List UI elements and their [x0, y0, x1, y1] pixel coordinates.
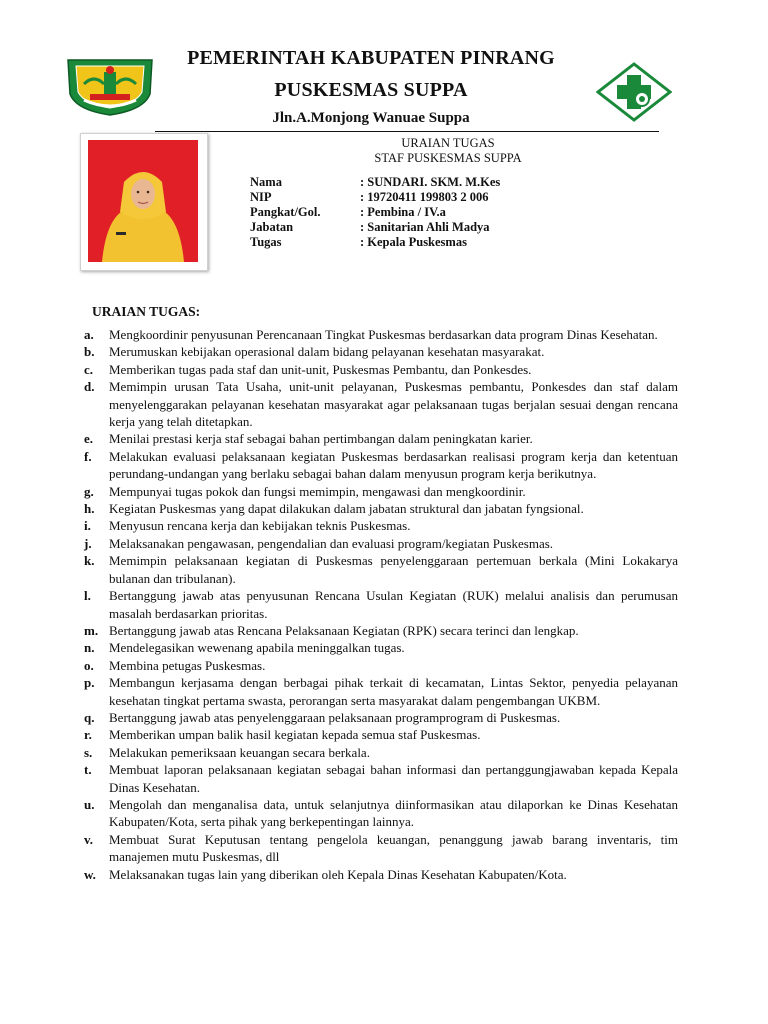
list-item-text: Menyusun rencana kerja dan kebijakan teknis Puskesmas. — [109, 518, 411, 534]
list-item-letter: l. — [84, 588, 91, 604]
profile-row-tugas — [250, 235, 500, 250]
list-item-text: Melaksanakan tugas lain yang diberikan oleh Kepala Dinas Kesehatan Kabupaten/Kota. — [109, 866, 567, 882]
list-item — [84, 657, 678, 674]
list-item-text: Bertanggung jawab atas Rencana Pelaksanaan Kegiatan (RPK) secara terinci dan lengkap. — [109, 622, 579, 638]
list-item — [84, 483, 678, 500]
list-item-text: Menilai prestasi kerja staf sebagai bahan pertimbangan dalam peningkatan karier. — [109, 431, 533, 447]
duties-heading: URAIAN TUGAS: — [92, 304, 201, 319]
profile-row-jabatan — [250, 220, 500, 235]
list-item-letter: j. — [84, 535, 92, 551]
jabatan-label: Jabatan — [250, 220, 294, 234]
list-item — [84, 674, 678, 709]
nama-label: Nama — [250, 175, 282, 189]
list-item-letter: k. — [84, 553, 95, 569]
list-item-text: Kegiatan Puskesmas yang dapat dilakukan dalam jabatan struktural dan jabatan fyngsional. — [109, 501, 584, 517]
list-item-text: Melaksanakan pengawasan, pengendalian dan evaluasi program/kegiatan Puskesmas. — [109, 535, 554, 551]
list-item — [84, 500, 678, 517]
list-item-text: Bertanggung jawab atas penyusunan Rencana Usulan Kegiatan (RUK) melalui analisis dan perumusan masalah berdasarkan prioritas. — [109, 588, 678, 621]
list-item-letter: s. — [84, 744, 93, 760]
list-item-text: Memberikan umpan balik hasil kegiatan kepada semua staf Puskesmas. — [109, 727, 481, 743]
list-item-text: Memimpin pelaksanaan kegiatan di Puskesmas penyelenggaraan pertemuan berkala (Mini Lokakarya bulanan dan tribulanan). — [109, 553, 678, 586]
tugas-value: : Kepala Puskesmas — [360, 235, 467, 249]
list-item-letter: g. — [84, 483, 94, 499]
list-item-letter: v. — [84, 831, 94, 847]
nip-value: : 19720411 199803 2 006 — [360, 190, 489, 204]
list-item-text: Mengolah dan menganalisa data, untuk selanjutnya diinformasikan atau dilaporkan ke Dinas Kesehatan Kabupaten/Kota, serta pihak yang berkepentingan lainnya. — [109, 796, 678, 830]
list-item-text: Membangun kerjasama dengan berbagai pihak terkait di kecamatan, Lintas Sektor, penyedia pelayanan kesehatan tingkat pertama swasta, perorangan serta masyarakat dalam pengembangan UKBM. — [109, 675, 678, 708]
portrait-image — [88, 140, 198, 262]
list-item — [84, 552, 678, 587]
jabatan-value: : Sanitarian Ahli Madya — [360, 220, 490, 234]
list-item — [84, 343, 678, 360]
list-item-letter: n. — [84, 640, 95, 656]
list-item — [84, 866, 678, 883]
list-item-letter: h. — [84, 501, 95, 517]
header-divider — [155, 131, 659, 132]
list-item-text: Melakukan pemeriksaan keuangan secara berkala. — [109, 744, 370, 760]
list-item-text: Membina petugas Puskesmas. — [109, 657, 266, 673]
list-item — [84, 326, 678, 343]
list-item — [84, 639, 678, 656]
list-item — [84, 517, 678, 534]
pangkat-value: : Pembina / IV.a — [360, 205, 446, 219]
list-item-letter: c. — [84, 361, 94, 377]
list-item — [84, 726, 678, 743]
list-item — [84, 361, 678, 378]
staff-photo — [80, 133, 208, 271]
list-item-text: Mendelegasikan wewenang apabila meninggalkan tugas. — [109, 640, 405, 656]
regency-title: PEMERINTAH KABUPATEN PINRANG — [187, 47, 555, 69]
list-item — [84, 622, 678, 639]
puskesmas-title: PUSKESMAS SUPPA — [274, 79, 468, 101]
list-item — [84, 378, 678, 430]
list-item-letter: q. — [84, 709, 95, 725]
list-item-letter: f. — [84, 448, 92, 464]
list-item — [84, 761, 678, 796]
profile-row-nama — [250, 175, 500, 190]
tugas-label: Tugas — [250, 235, 282, 249]
document-title: URAIAN TUGAS — [401, 136, 495, 150]
list-item — [84, 796, 678, 831]
list-item — [84, 587, 678, 622]
list-item-text: Memberikan tugas pada staf dan unit-unit, Puskesmas Pembantu, dan Ponkesdes. — [109, 361, 532, 377]
list-item — [84, 709, 678, 726]
nip-label: NIP — [250, 190, 272, 204]
list-item-text: Membuat Surat Keputusan tentang pengelola keuangan, penanggung jawab barang inventaris, tim manajemen mutu Puskesmas, dll — [109, 831, 678, 865]
document-subtitle: STAF PUSKESMAS SUPPA — [374, 151, 522, 165]
list-item-letter: p. — [84, 675, 95, 691]
list-item-letter: u. — [84, 796, 95, 812]
list-item-letter: o. — [84, 657, 94, 673]
list-item-text: Membuat laporan pelaksanaan kegiatan sebagai bahan informasi dan pertanggungjawaban kepada Kepala Dinas Kesehatan. — [109, 762, 678, 795]
list-item-text: Mengkoordinir penyusunan Perencanaan Tingkat Puskesmas berdasarkan data program Dinas Kesehatan. — [109, 327, 658, 342]
list-item-text: Mempunyai tugas pokok dan fungsi memimpin, mengawasi dan mengkoordinir. — [109, 483, 526, 499]
list-item-text: Melakukan evaluasi pelaksanaan kegiatan Puskesmas berdasarkan realisasi program kerja dan ketentuan perundang-undangan yang berlaku sebagai bahan dalam menyusun program kerja berikutnya. — [109, 448, 678, 482]
list-item-letter: w. — [84, 866, 96, 882]
pangkat-label: Pangkat/Gol. — [250, 205, 321, 219]
address: Jln.A.Monjong Wanuae Suppa — [272, 110, 470, 126]
list-item — [84, 831, 678, 866]
profile-row-pangkat — [250, 205, 500, 220]
list-item-text: Memimpin urusan Tata Usaha, unit-unit pelayanan, Puskesmas pembantu, Ponkesdes dan staf dalam menyelenggarakan pelayanan kesehatan masyarakat agar pelaksanaan tugas berjalan sesuai dengan rencana kerja yang telah ditetapkan. — [109, 379, 678, 430]
list-item — [84, 448, 678, 483]
list-item-text: Bertanggung jawab atas penyelenggaraan pelaksanaan programprogram di Puskesmas. — [109, 709, 561, 725]
list-item-text: Merumuskan kebijakan operasional dalam bidang pelayanan kesehatan masyarakat. — [109, 344, 545, 360]
list-item-letter: a. — [84, 327, 94, 342]
duties-list — [84, 326, 678, 883]
list-item-letter: r. — [84, 727, 92, 743]
profile-details — [250, 175, 500, 250]
list-item — [84, 430, 678, 447]
list-item-letter: i. — [84, 518, 91, 534]
profile-row-nip — [250, 190, 500, 205]
letterhead — [0, 0, 768, 135]
list-item-letter: b. — [84, 344, 95, 360]
list-item-letter: m. — [84, 622, 99, 638]
list-item — [84, 744, 678, 761]
nama-value: : SUNDARI. SKM. M.Kes — [360, 175, 501, 189]
list-item-letter: d. — [84, 379, 95, 395]
puskesmas-cross-logo-icon — [596, 62, 672, 122]
list-item-letter: t. — [84, 762, 92, 778]
list-item — [84, 535, 678, 552]
list-item-letter: e. — [84, 431, 94, 447]
